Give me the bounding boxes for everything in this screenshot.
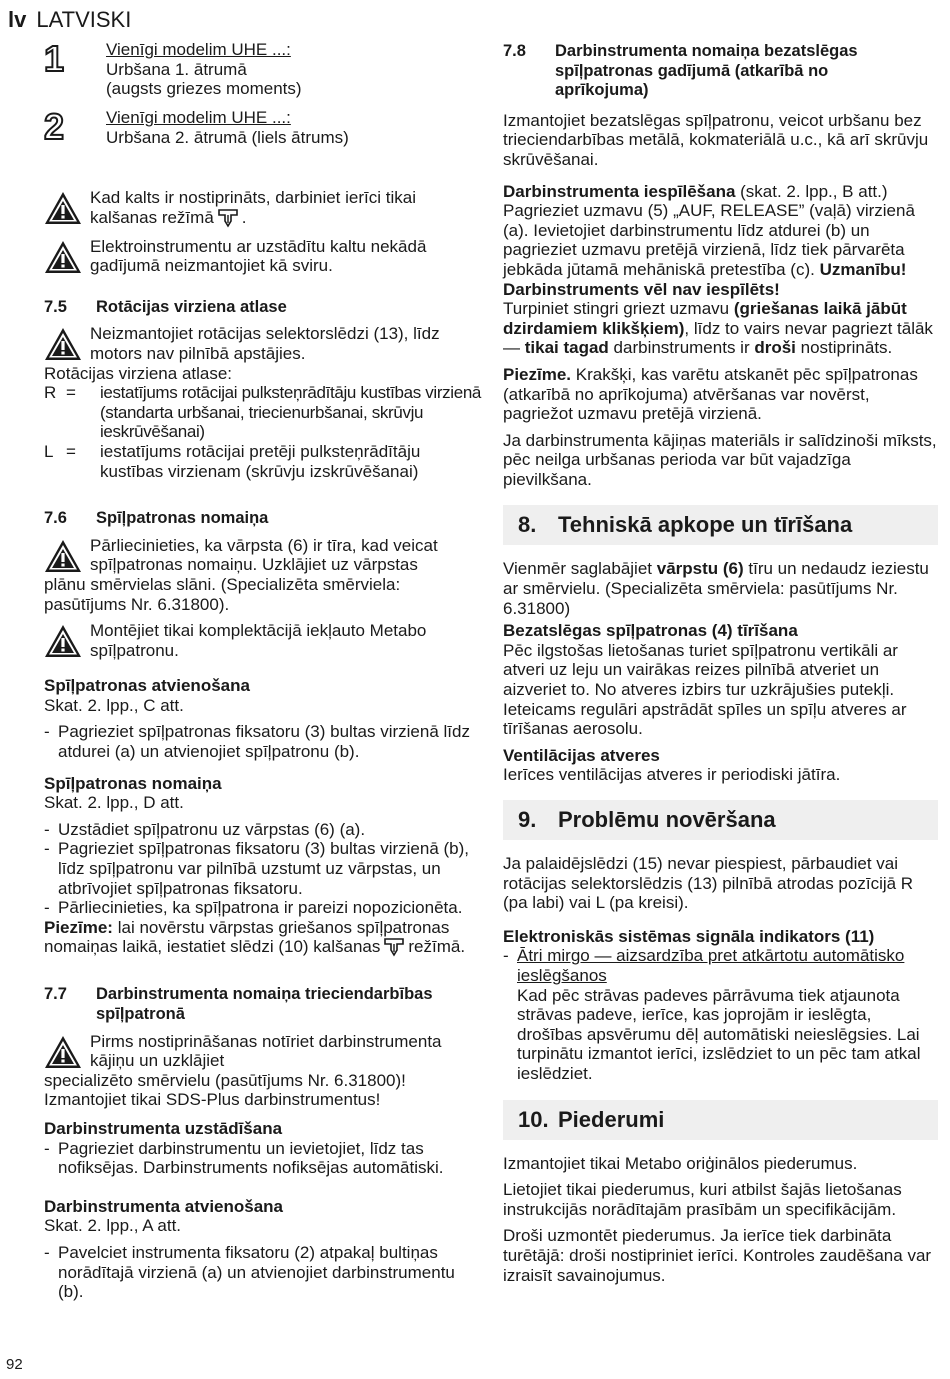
chuck-removal-heading: Spīļpatronas atvienošana	[44, 676, 250, 696]
mode-2-line2: Urbšana 2. ātrumā (liels ātrums)	[106, 127, 349, 147]
warning-spindle-continued: plānu smērvielas slāni. (Specializēta smērviela: pasūtījums Nr. 6.31800).	[44, 574, 401, 614]
chuck-change-ref: Skat. 2. lpp., D att.	[44, 793, 184, 813]
language-name: LATVISKI	[36, 7, 132, 32]
chisel-mode-icon	[384, 937, 404, 957]
warning-icon	[44, 327, 82, 361]
accessories-text-3: Droši uzmontēt piederumus. Ja ierīce tiek darbināta turētājā: droši nostipriniet ierīci. Kontroles zaudēšana var izraisīt savainojumus.	[503, 1226, 932, 1285]
warning-metabo-chuck	[44, 621, 484, 660]
warning-rotation-text: Neizmantojiet rotācijas selektorslēdzi (13), līdz motors nav pilnībā apstājies.	[90, 324, 440, 363]
warning-rotation	[44, 324, 484, 363]
chuck-change-step-2: - Pagrieziet spīļpatronas fiksatoru (3) bultas virzienā (b), līdz spīļpatronu var pilnībā uzstumt uz vārpstas, un atbrīvojiet spīļpatronas fiksatoru.	[44, 839, 484, 898]
warning-icon	[44, 240, 82, 274]
keyless-chuck-intro: Izmantojiet bezatslēgas spīļpatronu, veicot urbšanu bez trieciendarbības metālā, kokmateriālā u.c., kā arī skrūvju skrūvēšanai.	[503, 110, 929, 169]
section-9-heading: 9. Problēmu novēršana	[503, 800, 938, 840]
section-7-8-heading: 7.8 Darbinstrumenta nomaiņa bezatslēgas spīļpatronas gadījumā (atkarībā no aprīkojuma)	[503, 42, 858, 100]
tool-removal-ref: Skat. 2. lpp., A att.	[44, 1216, 182, 1236]
soft-shank-note: Ja darbinstrumenta kājiņas materiāls ir salīdzinoši mīksts, pēc neilga urbšanas perioda var būt vajadzīga pievilkšana.	[503, 430, 937, 489]
warning-shank	[44, 1032, 484, 1071]
signal-indicator-heading: Elektroniskās sistēmas signāla indikators (11)	[503, 926, 875, 946]
mode-2-number: 2	[44, 106, 65, 147]
warning-spindle-text: Pārliecinieties, ka vārpsta (6) ir tīra, kad veicat spīļpatronas nomaiņu. Uzklājiet uz vārpstas	[90, 535, 438, 575]
warning-icon	[44, 1035, 82, 1069]
tool-removal-step: - Pavelciet instrumenta fiksatoru (2) atpakaļ bultiņas norādītajā virzienā (a) un atvienojiet darbinstrumentu (b).	[44, 1243, 484, 1302]
language-code: lv	[8, 7, 27, 32]
accessories-text-1: Izmantojiet tikai Metabo oriģinālos piederumus.	[503, 1153, 858, 1173]
right-column	[503, 42, 938, 1285]
mode-2-line1: Vienīgi modelim UHE ...:	[106, 108, 291, 127]
warning-shank-continued: specializēto smērvielu (pasūtījums Nr. 6.31800)! Izmantojiet tikai SDS-Plus darbinstrumentus!	[44, 1070, 406, 1110]
rotation-r: R = iestatījums rotācijai pulksteņrādītāju kustības virzienā (standarta urbšanai, triecienurbšanai, skrūvju ieskrūvēšanai)	[44, 383, 482, 442]
section-7-7-heading: 7.7 Darbinstrumenta nomaiņa trieciendarbības spīļpatronā	[44, 985, 433, 1023]
mode-2	[44, 108, 349, 147]
accessories-text-2: Lietojiet tikai piederumus, kuri atbilst šajās lietošanas instrukcijās norādītajām prasībām un specifikācijām.	[503, 1180, 902, 1219]
signal-indicator-item: - Ātri mirgo — aizsardzība pret atkārtotu automātisko ieslēgšanos	[503, 946, 938, 985]
warning-icon	[44, 539, 82, 573]
tool-clamping-paragraph: Darbinstrumenta iespīlēšana (skat. 2. lpp., B att.)	[503, 181, 888, 201]
warning-chisel-text: Kad kalts ir nostiprināts, darbiniet ierīci tikai kalšanas režīmā	[90, 188, 416, 227]
rotation-l: L = iestatījums rotācijai pretēji pulksteņrādītāju kustības virzienam (skrūvju izskrūvēšanai)	[44, 441, 421, 481]
page-header	[8, 8, 131, 32]
chuck-change-step-1: - Uzstādiet spīļpatronu uz vārpstas (6) (a).	[44, 820, 484, 840]
page-number: 92	[6, 1356, 23, 1373]
vents-heading: Ventilācijas atveres	[503, 745, 660, 765]
chuck-change-step-3: - Pārliecinieties, ka spīļpatrona ir pareizi nopozicionēta.	[44, 898, 484, 918]
chuck-removal-ref: Skat. 2. lpp., C att.	[44, 695, 184, 715]
chuck-change-note: Piezīme: lai novērstu vārpstas griešanos spīļpatronas nomaiņas laikā, iestatiet slēdzi (10) kalšanas režīmā.	[44, 917, 466, 957]
clamping-note: Piezīme. Krakšķi, kas varētu atskanēt pēc spīļpatronas (atkarībā no aprīkojuma) atvēršanas var novērst, pagriežot uzmavu pretējā virzienā.	[503, 364, 918, 424]
maintenance-text: Vienmēr saglabājiet vārpstu (6) tīru un nedaudz ieziestu ar smērvielu. (Specializēta smērviela: pasūtījums Nr. 6.31800)	[503, 559, 929, 618]
warning-shank-text: Pirms nostiprināšanas notīriet darbinstrumenta kājiņu un uzklājiet	[90, 1031, 442, 1071]
mode-2-text	[106, 108, 349, 147]
tool-clamping-continue: Turpiniet stingri griezt uzmavu (griešanas laikā jābūt dzirdamiem klikšķiem), līdz to vairs nevar pagriezt tālāk — tikai tagad darbinstruments ir droši nostiprināts.	[503, 299, 933, 358]
chuck-removal-step: - Pagrieziet spīļpatronas fiksatoru (3) bultas virzienā līdz atdurei (a) un atvienojiet spīļpatronu (b).	[44, 722, 484, 761]
mode-1-number: 1	[44, 38, 65, 79]
mode-1-line2: Urbšana 1. ātrumā	[106, 59, 247, 79]
section-10-heading: 10. Piederumi	[503, 1100, 938, 1140]
rotation-intro: Rotācijas virziena atlase:	[44, 363, 233, 383]
troubleshooting-text: Ja palaidējslēdzi (15) nevar piespiest, pārbaudiet vai rotācijas selektorslēdzis (13) pilnībā atrodas pozīcijā R (pa labi) vai L (pa kreisi).	[503, 854, 914, 913]
signal-indicator-text: Kad pēc strāvas padeves pārrāvuma tiek atjaunota strāvas padeve, ierīce, kas joprojām ir ieslēgta, drošības apsvērumu dēļ automātiski neieslēgsies. Lai turpinātu izmantot ierīci, izslēdziet to un pēc tam atkal ieslēdziet.	[517, 985, 921, 1083]
chuck-change-heading: Spīļpatronas nomaiņa	[44, 773, 222, 793]
warning-lever-text: Elektroinstrumentu ar uzstādītu kaltu nekādā gadījumā neizmantojiet kā sviru.	[90, 236, 427, 276]
tool-clamping-text: Pagrieziet uzmavu (5) „AUF, RELEASE” (vaļā) virzienā (a). Ievietojiet darbinstrumentu līdz atdurei (b) un pagrieziet uzmavu pretējā virzienā, līdz tiek pārvarēta jebkāda jūtamā mehāniskā pretestība (c). Uzmanību! Darbinstruments vēl nav iespīlēts!	[503, 201, 915, 299]
warning-spindle	[44, 536, 484, 575]
mode-1-line3: (augsts griezes moments)	[106, 79, 302, 99]
warning-chisel: Kad kalts ir nostiprināts, darbiniet ierīci tikai kalšanas režīmā .	[44, 188, 484, 228]
mode-1-text	[106, 40, 302, 99]
warning-lever	[44, 237, 484, 276]
section-7-6-heading: 7.6 Spīļpatronas nomaiņa	[44, 509, 269, 528]
mode-1-line1: Vienīgi modelim UHE ...:	[106, 40, 291, 59]
warning-icon	[44, 191, 82, 225]
warning-metabo-chuck-text: Montējiet tikai komplektācijā iekļauto Metabo spīļpatronu.	[90, 621, 427, 660]
tool-insert-step: - Pagrieziet darbinstrumentu un ievietojiet, līdz tas nofiksējas. Darbinstruments nofiksējas automātiski.	[44, 1139, 484, 1178]
section-8-heading: 8. Tehniskā apkope un tīrīšana	[503, 505, 938, 545]
section-7-5-heading: 7.5 Rotācijas virziena atlase	[44, 297, 287, 316]
tool-insert-heading: Darbinstrumenta uzstādīšana	[44, 1118, 283, 1138]
tool-removal-heading: Darbinstrumenta atvienošana	[44, 1196, 284, 1216]
mode-1	[44, 40, 302, 99]
chuck-cleaning-text: Pēc ilgstošas lietošanas turiet spīļpatronu vertikāli ar atveri uz leju un vairākas reizes pilnībā atveriet un aizveriet to. No atveres izbirs tur uzkrājušies putekļi. Ieteicams regulāri apstrādāt spīles un spīļu atveres ar tīrīšanas aerosolu.	[503, 640, 907, 739]
warning-icon	[44, 624, 82, 658]
chuck-cleaning-heading: Bezatslēgas spīļpatronas (4) tīrīšana	[503, 621, 798, 641]
left-flow	[44, 188, 484, 1302]
chisel-mode-icon	[218, 208, 238, 228]
vents-text: Ierīces ventilācijas atveres ir periodiski jātīra.	[503, 765, 841, 785]
